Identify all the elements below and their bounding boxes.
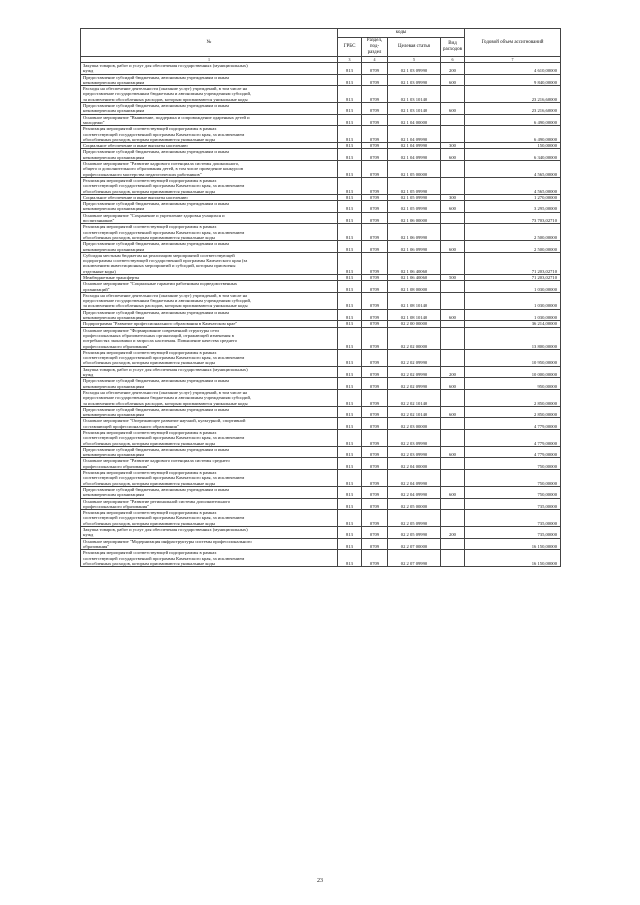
row-amount: 6 340,00000 (465, 149, 561, 161)
row-target-article: 02 1 06 40060 (388, 252, 441, 274)
row-grbs: 813 (338, 103, 362, 115)
row-description: Предоставление субсидий бюджетным, автономным учреждениям и иным некоммерческим организациям (81, 103, 338, 115)
header-col-number: 1 (81, 57, 338, 63)
row-description: Закупка товаров, работ и услуг для обеспечения государственных (муниципальных) нужд (81, 63, 338, 75)
table-row (81, 378, 561, 390)
row-grbs: 813 (338, 378, 362, 390)
row-section: 0709 (362, 366, 388, 378)
table-row (81, 241, 561, 253)
row-amount: 9 840,00000 (465, 74, 561, 86)
row-grbs: 813 (338, 349, 362, 366)
row-grbs: 813 (338, 201, 362, 213)
header-col-number: 3 (338, 57, 362, 63)
row-description: Основное мероприятие "Модернизация инфраструктуры системы профессионального образования" (81, 538, 338, 550)
row-grbs: 813 (338, 281, 362, 293)
row-target-article: 02 1 06 40060 (388, 274, 441, 280)
row-amount: 950,00000 (465, 378, 561, 390)
table-row (81, 292, 561, 309)
row-expense-type (441, 292, 465, 309)
row-expense-type (441, 281, 465, 293)
row-expense-type (441, 418, 465, 430)
row-amount: 735,00000 (465, 510, 561, 527)
row-grbs: 813 (338, 430, 362, 447)
row-target-article: 02 2 07 00000 (388, 538, 441, 550)
row-expense-type (441, 224, 465, 241)
row-grbs: 813 (338, 309, 362, 321)
row-expense-type (441, 470, 465, 487)
row-section: 0709 (362, 406, 388, 418)
row-expense-type: 600 (441, 486, 465, 498)
row-section: 0709 (362, 161, 388, 178)
table-row (81, 103, 561, 115)
table-row (81, 470, 561, 487)
row-section: 0709 (362, 389, 388, 406)
row-description: Реализация мероприятий соответствующей подпрограммы в рамках соответствующей государственной программы Камчатского края, за исключением обособленных расходов, которым присваиваются уникальные коды (81, 126, 338, 143)
row-description: Предоставление субсидий бюджетным, автономным учреждениям и иным некоммерческим организациям (81, 201, 338, 213)
row-amount: 1 030,00000 (465, 281, 561, 293)
row-description: Предоставление субсидий бюджетным, автономным учреждениям и иным некоммерческим организациям (81, 309, 338, 321)
row-section: 0709 (362, 74, 388, 86)
row-expense-type: 200 (441, 366, 465, 378)
row-grbs: 813 (338, 366, 362, 378)
table-row (81, 550, 561, 567)
row-section: 0709 (362, 201, 388, 213)
budget-table (80, 28, 561, 567)
row-description: Субсидия местным бюджетам на реализацию мероприятий соответствующей подпрограммы соответствующей государственной программы Камчатского края (за исключением инвестиционных мероприятий и субсидий, которым присвоены отдельные коды) (81, 252, 338, 274)
row-target-article: 02 2 02 00000 (388, 327, 441, 349)
row-expense-type (441, 430, 465, 447)
row-section: 0709 (362, 63, 388, 75)
row-amount: 23 216,60000 (465, 86, 561, 103)
row-amount: 750,00000 (465, 470, 561, 487)
row-target-article: 02 2 02 09990 (388, 366, 441, 378)
table-row (81, 349, 561, 366)
row-grbs: 813 (338, 63, 362, 75)
row-description: Основное мероприятие "Развитие региональной системы дополнительного профессионального образования" (81, 498, 338, 510)
table-row (81, 74, 561, 86)
row-grbs: 813 (338, 126, 362, 143)
row-amount: 750,00000 (465, 458, 561, 470)
row-expense-type: 300 (441, 143, 465, 149)
row-description: Предоставление субсидий бюджетным, автономным учреждениям и иным некоммерческим организациям (81, 241, 338, 253)
row-expense-type: 200 (441, 63, 465, 75)
row-target-article: 02 1 03 10140 (388, 86, 441, 103)
row-expense-type (441, 349, 465, 366)
row-grbs: 813 (338, 418, 362, 430)
row-grbs: 813 (338, 252, 362, 274)
table-row (81, 486, 561, 498)
row-description: Социальное обеспечение и иные выплаты населению (81, 143, 338, 149)
table-row (81, 498, 561, 510)
table-row (81, 149, 561, 161)
table-row (81, 309, 561, 321)
row-target-article: 02 1 03 10140 (388, 103, 441, 115)
row-expense-type: 600 (441, 446, 465, 458)
row-expense-type: 600 (441, 201, 465, 213)
row-target-article: 02 1 05 09990 (388, 194, 441, 200)
row-section: 0709 (362, 274, 388, 280)
row-grbs: 813 (338, 327, 362, 349)
row-section: 0709 (362, 292, 388, 309)
table-row (81, 212, 561, 224)
row-target-article: 02 1 04 09990 (388, 126, 441, 143)
row-amount: 4 565,00000 (465, 161, 561, 178)
table-row (81, 510, 561, 527)
row-expense-type (441, 212, 465, 224)
table-row (81, 161, 561, 178)
row-grbs: 813 (338, 538, 362, 550)
row-amount: 6 490,00000 (465, 114, 561, 126)
row-target-article: 02 1 08 00000 (388, 281, 441, 293)
table-row (81, 327, 561, 349)
table-row (81, 252, 561, 274)
row-target-article: 02 1 08 10140 (388, 309, 441, 321)
row-grbs: 813 (338, 458, 362, 470)
row-target-article: 02 1 03 09990 (388, 74, 441, 86)
row-expense-type (441, 126, 465, 143)
row-target-article: 02 2 05 09990 (388, 527, 441, 539)
row-amount: 2 850,00000 (465, 406, 561, 418)
header-section: Раздел, под-раздел (362, 38, 388, 57)
row-description: Предоставление субсидий бюджетным, автономным учреждениям и иным некоммерческим организациям (81, 74, 338, 86)
row-expense-type (441, 510, 465, 527)
row-target-article: 02 1 06 00000 (388, 212, 441, 224)
row-target-article: 02 1 06 09990 (388, 224, 441, 241)
row-description: Основное мероприятие "Развитие кадрового потенциала системы дошкольного, общего и дополнительного образования детей, в том числе проведение конкурсов профессионального мастерства педагогических работников" (81, 161, 338, 178)
row-section: 0709 (362, 321, 388, 327)
row-grbs: 813 (338, 446, 362, 458)
row-amount: 16 150,00000 (465, 538, 561, 550)
row-amount: 2 500,00000 (465, 241, 561, 253)
row-grbs: 813 (338, 470, 362, 487)
row-expense-type: 600 (441, 406, 465, 418)
row-section: 0709 (362, 486, 388, 498)
row-grbs: 813 (338, 510, 362, 527)
row-target-article: 02 2 05 09990 (388, 510, 441, 527)
header-expense-type: Вид расходов (441, 38, 465, 57)
row-section: 0709 (362, 103, 388, 115)
row-description: Основное мероприятие "Сохранение и укрепление здоровья учащихся и воспитанников" (81, 212, 338, 224)
row-target-article: 02 1 05 09990 (388, 201, 441, 213)
row-amount: 1 030,00000 (465, 292, 561, 309)
row-grbs: 813 (338, 224, 362, 241)
row-target-article: 02 1 03 09990 (388, 63, 441, 75)
row-expense-type (441, 177, 465, 194)
row-amount: 2 500,00000 (465, 224, 561, 241)
row-description: Основное мероприятие "Социальные гарантии работникам подведомственных организаций" (81, 281, 338, 293)
budget-sheet (80, 28, 560, 567)
row-target-article: 02 1 05 00000 (388, 161, 441, 178)
row-amount: 4 565,00000 (465, 177, 561, 194)
row-description: Реализация мероприятий соответствующей подпрограммы в рамках соответствующей государственной программы Камчатского края, за исключением обособленных расходов, которым присваиваются уникальные коды (81, 430, 338, 447)
row-section: 0709 (362, 114, 388, 126)
row-section: 0709 (362, 349, 388, 366)
row-target-article: 02 2 02 10140 (388, 389, 441, 406)
row-amount: 1 270,00000 (465, 194, 561, 200)
table-row (81, 177, 561, 194)
row-section: 0709 (362, 458, 388, 470)
row-description: Расходы на обеспечение деятельности (оказание услуг) учреждений, в том числе на предоставление государственным бюджетным и автономным учреждениям субсидий, за исключением обособленных расходов, которым присваиваются уникальные коды (81, 86, 338, 103)
row-description: Основное мероприятие "Развитие кадрового потенциала системы среднего профессионального образования" (81, 458, 338, 470)
header-annual-volume: Годовой объем ассигнований (465, 29, 561, 57)
row-description: Основное мероприятие "Выявление, поддержка и сопровождение одаренных детей и молодежи" (81, 114, 338, 126)
row-grbs: 813 (338, 161, 362, 178)
table-row (81, 63, 561, 75)
row-description: Подпрограмма "Развитие профессионального образования в Камчатском крае" (81, 321, 338, 327)
row-expense-type (441, 538, 465, 550)
row-section: 0709 (362, 241, 388, 253)
row-section: 0709 (362, 378, 388, 390)
row-amount: 4 779,00000 (465, 446, 561, 458)
row-description: Закупка товаров, работ и услуг для обеспечения государственных (муниципальных) нужд (81, 366, 338, 378)
header-col-number: 7 (465, 57, 561, 63)
header-target-article: Целевая статья (388, 38, 441, 57)
row-section: 0709 (362, 252, 388, 274)
row-amount: 3 295,00000 (465, 201, 561, 213)
row-expense-type (441, 252, 465, 274)
table-body (81, 63, 561, 567)
row-grbs: 813 (338, 149, 362, 161)
row-section: 0709 (362, 446, 388, 458)
table-row (81, 458, 561, 470)
row-description: Закупка товаров, работ и услуг для обеспечения государственных (муниципальных) нужд (81, 527, 338, 539)
row-target-article: 02 1 05 09990 (388, 177, 441, 194)
row-expense-type: 600 (441, 378, 465, 390)
row-grbs: 813 (338, 114, 362, 126)
row-section: 0709 (362, 527, 388, 539)
row-grbs: 813 (338, 74, 362, 86)
table-header (81, 29, 561, 63)
row-target-article: 02 1 06 09990 (388, 241, 441, 253)
row-target-article: 02 1 04 09990 (388, 143, 441, 149)
table-row (81, 114, 561, 126)
row-expense-type: 500 (441, 274, 465, 280)
row-section: 0709 (362, 309, 388, 321)
row-grbs: 813 (338, 241, 362, 253)
row-grbs: 813 (338, 194, 362, 200)
row-description: Расходы на обеспечение деятельности (оказание услуг) учреждений, в том числе на предоставление государственным бюджетным и автономным учреждениям субсидий, за исключением обособленных расходов, которым присваиваются уникальные коды (81, 292, 338, 309)
table-row (81, 406, 561, 418)
table-row (81, 126, 561, 143)
table-row (81, 281, 561, 293)
row-description: Реализация мероприятий соответствующей подпрограммы в рамках соответствующей государственной программы Камчатского края, за исключением обособленных расходов, которым присваиваются уникальные коды (81, 550, 338, 567)
row-target-article: 02 2 02 09990 (388, 349, 441, 366)
row-target-article: 02 2 03 09990 (388, 430, 441, 447)
row-description: Реализация мероприятий соответствующей подпрограммы в рамках соответствующей государственной программы Камчатского края, за исключением обособленных расходов, которым присваиваются уникальные коды (81, 510, 338, 527)
row-section: 0709 (362, 212, 388, 224)
table-row (81, 86, 561, 103)
row-target-article: 02 2 02 09990 (388, 378, 441, 390)
row-description: Предоставление субсидий бюджетным, автономным учреждениям и иным некоммерческим организациям (81, 446, 338, 458)
table-row (81, 527, 561, 539)
row-amount: 1 030,00000 (465, 309, 561, 321)
row-section: 0709 (362, 430, 388, 447)
page-number: 23 (317, 878, 323, 884)
row-section: 0709 (362, 194, 388, 200)
header-col-number: 5 (388, 57, 441, 63)
row-amount: 735,00000 (465, 498, 561, 510)
row-description: Предоставление субсидий бюджетным, автономным учреждениям и иным некоммерческим организациям (81, 486, 338, 498)
row-target-article: 02 1 04 00000 (388, 114, 441, 126)
row-amount: 36 214,00000 (465, 321, 561, 327)
row-grbs: 813 (338, 527, 362, 539)
row-description: Предоставление субсидий бюджетным, автономным учреждениям и иным некоммерческим организациям (81, 378, 338, 390)
row-section: 0709 (362, 86, 388, 103)
row-expense-type (441, 86, 465, 103)
table-row (81, 418, 561, 430)
row-grbs: 813 (338, 486, 362, 498)
row-description: Расходы на обеспечение деятельности (оказание услуг) учреждений, в том числе на предоставление государственным бюджетным и автономным учреждениям субсидий, за исключением обособленных расходов, которым присваиваются уникальные коды (81, 389, 338, 406)
row-section: 0709 (362, 498, 388, 510)
row-grbs: 813 (338, 177, 362, 194)
row-amount: 16 150,00000 (465, 550, 561, 567)
row-target-article: 02 2 04 09990 (388, 470, 441, 487)
row-target-article: 02 2 07 09990 (388, 550, 441, 567)
row-section: 0709 (362, 281, 388, 293)
row-expense-type (441, 458, 465, 470)
row-grbs: 813 (338, 86, 362, 103)
row-target-article: 02 2 00 00000 (388, 321, 441, 327)
row-expense-type (441, 327, 465, 349)
row-expense-type: 200 (441, 527, 465, 539)
table-row (81, 446, 561, 458)
row-amount: 6 490,00000 (465, 126, 561, 143)
row-amount: 4 610,00000 (465, 63, 561, 75)
row-amount: 13 800,00000 (465, 327, 561, 349)
row-target-article: 02 1 08 10140 (388, 292, 441, 309)
row-grbs: 813 (338, 498, 362, 510)
table-row (81, 224, 561, 241)
table-row (81, 538, 561, 550)
row-target-article: 02 2 04 00000 (388, 458, 441, 470)
row-description: Социальное обеспечение и иные выплаты населению (81, 194, 338, 200)
row-grbs: 813 (338, 212, 362, 224)
row-target-article: 02 2 03 09990 (388, 446, 441, 458)
row-description: Реализация мероприятий соответствующей подпрограммы в рамках соответствующей государственной программы Камчатского края, за исключением обособленных расходов, которым присваиваются уникальные коды (81, 224, 338, 241)
row-description: Реализация мероприятий соответствующей подпрограммы в рамках соответствующей государственной программы Камчатского края, за исключением обособленных расходов, которым присваиваются уникальные коды (81, 470, 338, 487)
row-section: 0709 (362, 550, 388, 567)
row-grbs: 813 (338, 389, 362, 406)
row-section: 0709 (362, 538, 388, 550)
header-codes: коды (338, 29, 465, 38)
row-section: 0709 (362, 510, 388, 527)
table-row (81, 201, 561, 213)
row-description: Основное мероприятие "Опережающее развитие научной, культурной, спортивной составляющей профессионального образования" (81, 418, 338, 430)
table-row (81, 389, 561, 406)
row-expense-type: 600 (441, 74, 465, 86)
row-section: 0709 (362, 224, 388, 241)
row-expense-type: 600 (441, 241, 465, 253)
row-amount: 4 779,00000 (465, 418, 561, 430)
row-grbs: 813 (338, 274, 362, 280)
row-expense-type (441, 114, 465, 126)
row-section: 0709 (362, 177, 388, 194)
row-amount: 71 203,02710 (465, 252, 561, 274)
row-grbs: 813 (338, 143, 362, 149)
row-amount: 735,00000 (465, 527, 561, 539)
row-section: 0709 (362, 143, 388, 149)
row-amount: 2 850,00000 (465, 389, 561, 406)
row-target-article: 02 2 02 10140 (388, 406, 441, 418)
row-grbs: 813 (338, 406, 362, 418)
row-grbs: 813 (338, 550, 362, 567)
row-target-article: 02 2 05 00000 (388, 498, 441, 510)
row-section: 0709 (362, 149, 388, 161)
row-expense-type (441, 389, 465, 406)
row-section: 0709 (362, 470, 388, 487)
row-amount: 10 950,00000 (465, 349, 561, 366)
row-section: 0709 (362, 418, 388, 430)
row-target-article: 02 2 03 00000 (388, 418, 441, 430)
row-expense-type (441, 498, 465, 510)
row-amount: 4 779,00000 (465, 430, 561, 447)
header-number: № (81, 29, 338, 57)
header-grbs: ГРБС (338, 38, 362, 57)
table-row (81, 430, 561, 447)
row-expense-type (441, 550, 465, 567)
header-col-number: 6 (441, 57, 465, 63)
row-amount: 73 703,02710 (465, 212, 561, 224)
row-description: Реализация мероприятий соответствующей подпрограммы в рамках соответствующей государственной программы Камчатского края, за исключением обособленных расходов, которым присваиваются уникальные коды (81, 349, 338, 366)
row-grbs: 813 (338, 292, 362, 309)
row-target-article: 02 2 04 09990 (388, 486, 441, 498)
row-amount: 150,00000 (465, 143, 561, 149)
row-expense-type: 600 (441, 103, 465, 115)
row-target-article: 02 1 04 09990 (388, 149, 441, 161)
row-description: Предоставление субсидий бюджетным, автономным учреждениям и иным некоммерческим организациям (81, 406, 338, 418)
row-section: 0709 (362, 126, 388, 143)
row-amount: 750,00000 (465, 486, 561, 498)
row-amount: 10 000,00000 (465, 366, 561, 378)
table-row (81, 366, 561, 378)
row-expense-type (441, 161, 465, 178)
row-expense-type: 600 (441, 149, 465, 161)
row-description: Межбюджетные трансферты (81, 274, 338, 280)
row-amount: 23 216,60000 (465, 103, 561, 115)
row-description: Основное мероприятие "Формирование современной структуры сети профессиональных образовательных организаций, отражающей изменения в потребностях экономики и запросах населения. Повышение качества среднего профессионального образования" (81, 327, 338, 349)
row-description: Реализация мероприятий соответствующей подпрограммы в рамках соответствующей государственной программы Камчатского края, за исключением обособленных расходов, которым присваиваются уникальные коды (81, 177, 338, 194)
row-amount: 71 203,02710 (465, 274, 561, 280)
header-col-number: 4 (362, 57, 388, 63)
row-section: 0709 (362, 327, 388, 349)
row-description: Предоставление субсидий бюджетным, автономным учреждениям и иным некоммерческим организациям (81, 149, 338, 161)
row-grbs: 813 (338, 321, 362, 327)
row-expense-type: 300 (441, 194, 465, 200)
row-expense-type: 600 (441, 309, 465, 321)
